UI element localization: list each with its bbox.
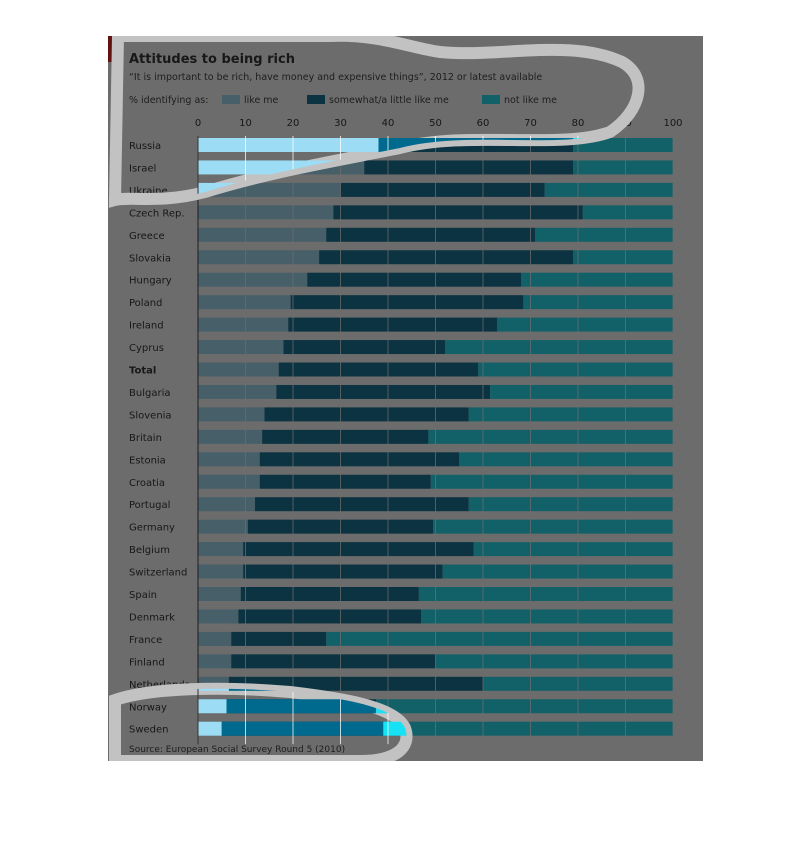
bar-russia-like-me — [198, 138, 379, 152]
occlusion-overlay — [108, 36, 703, 761]
bar-sweden-like-me — [198, 722, 222, 736]
bar-norway-like-me — [198, 699, 227, 713]
